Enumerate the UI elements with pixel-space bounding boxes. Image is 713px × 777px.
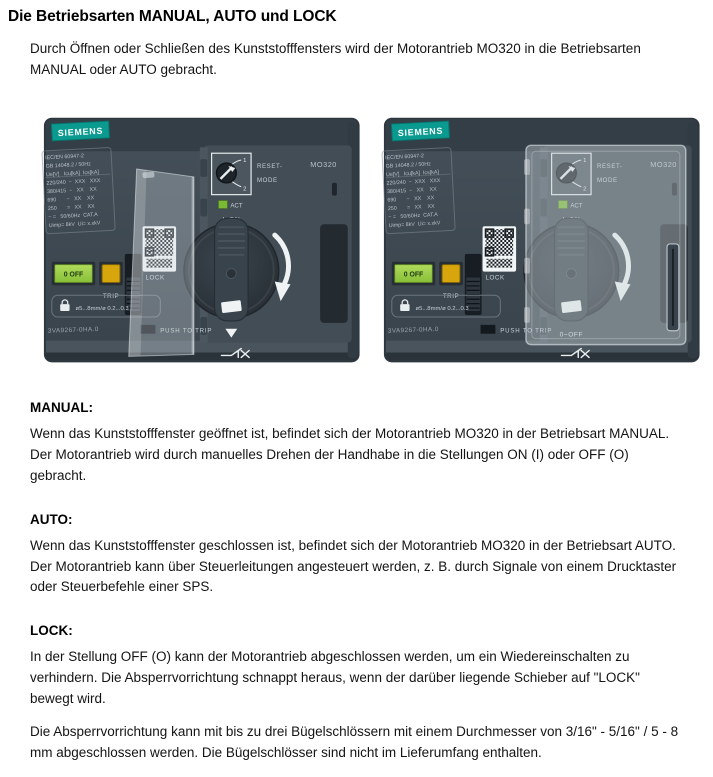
section-heading-auto: AUTO: [30, 511, 73, 527]
section-manual [8, 400, 705, 487]
section-heading-manual: MANUAL: [30, 399, 93, 415]
section-lock [8, 623, 705, 764]
section-paragraph: In der Stellung OFF (O) kann der Motorantrieb abgeschlossen werden, um ein Wiedereinschalten zu verhindern. Die Absperrvorrichtung schnappt heraus, wenn der darüber liegende Schieber auf "LOCK" bewegt wird. [30, 649, 640, 707]
intro-paragraph: Durch Öffnen oder Schließen des Kunststofffensters wird der Motorantrieb MO320 in die Betriebsarten MANUAL oder AUTO gebracht. [30, 41, 641, 77]
window-closed-overlay [523, 145, 685, 344]
section-paragraph: Wenn das Kunststofffenster geöffnet ist, befindet sich der Motorantrieb MO320 in der Betriebsart MANUAL. Der Motorantrieb wird durch manuelles Drehen der Handhabe in die Stellungen ON (I) oder OFF (O) gebracht. [30, 425, 670, 483]
figure-auto-mode-window-closed [378, 108, 706, 375]
window-tab [142, 171, 154, 178]
page-title: Die Betriebsarten MANUAL, AUTO und LOCK [8, 8, 337, 25]
figure-manual-mode-window-open [38, 108, 366, 375]
off-position-label: 0~OFF [559, 331, 583, 339]
transparent-window-closed [525, 145, 685, 344]
window-latch [667, 244, 679, 331]
figure-row [38, 108, 705, 375]
section-paragraph: Wenn das Kunststofffenster geschlossen ist, befindet sich der Motorantrieb MO320 in der Betriebsart AUTO. Der Motorantrieb kann über Steuerleitungen angesteuert werden, z. B. durch Signale von einem Drucktaster oder Steuerbefehle einer SPS. [30, 537, 677, 595]
section-paragraph: Die Absperrvorrichtung kann mit bis zu drei Bügelschlössern mit einem Durchmesser von 3/16" - 5/16" / 5 - 8 mm abgeschlossen werden. Die Bügelschlösser sind nicht im Lieferumfang enthalten. [30, 724, 679, 761]
section-auto [8, 512, 705, 599]
section-heading-lock: LOCK: [30, 623, 73, 639]
